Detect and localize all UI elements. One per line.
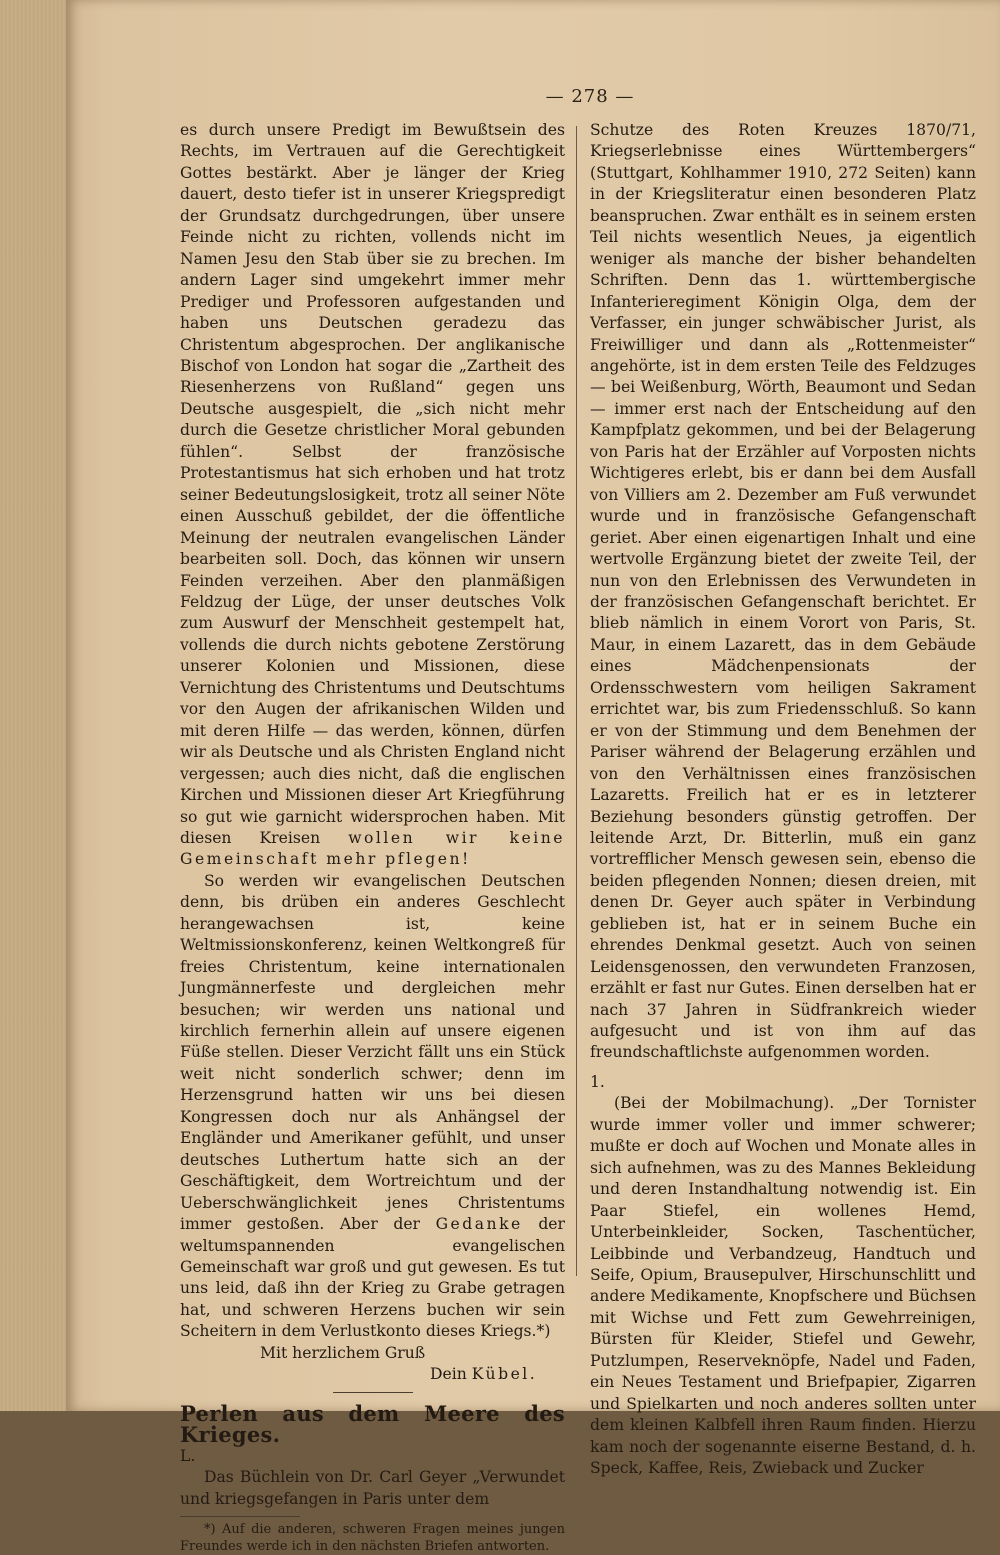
- right-column: [590, 120, 976, 1480]
- signature: Dein Kübel.: [430, 1365, 538, 1384]
- left-paragraph-3: Das Büchlein von Dr. Carl Geyer „Verwundet und kriegsgefangen in Paris unter dem: [180, 1468, 565, 1508]
- right-section-numeral: 1.: [590, 1072, 605, 1091]
- left-paragraph-1: es durch unsere Predigt im Bewußtsein des Rechts, im Vertrauen auf die Gerechtigkeit Gottes bestärkt. Aber je länger der Krieg dauert, desto tiefer ist in unserer Kriegspredigt der Grundsatz durchgedrungen, über unsere Feinde nicht zu richten, vollends nicht im Namen Jesu den Stab über sie zu brechen. Im andern Lager sind umgekehrt immer mehr Prediger und Professoren aufgestanden und haben uns Deutschen geradezu das Christentum abgesprochen. Der anglikanische Bischof von London hat sogar die „Zartheit des Riesenherzens von Rußland“ gegen uns Deutsche ausgespielt, die „sich nicht mehr durch die Gesetze christlicher Moral gebunden fühlen“. Selbst der französische Protestantismus hat sich erhoben und hat trotz seiner Bedeutungslosigkeit, trotz all seiner Nöte einen Ausschuß gebildet, der die öffentliche Meinung der neutralen evangelischen Länder bearbeiten soll. Doch, das können wir unsern Feinden verzeihen. Aber den planmäßigen Feldzug der Lüge, der unser deutsches Volk zum Auswurf der Menschheit gestempelt hat, vollends die durch nichts gebotene Zerstörung unserer Kolonien und Missionen, diese Vernichtung des Christentums und Deutschtums vor den Augen der afrikanischen Wilden und mit deren Hilfe — das werden, können, dürfen wir als Deutsche und als Christen England nicht vergessen; auch dies nicht, daß die englischen Kirchen und Missionen dieser Art Kriegführung so gut wie garnicht widersprochen haben. Mit diesen Kreisen wollen wir keine Gemeinschaft mehr pflegen!: [180, 121, 565, 869]
- page-number: — 278 —: [545, 86, 635, 107]
- section-title: Perlen aus dem Meere des Krieges.: [180, 1400, 565, 1448]
- right-paragraph-2: (Bei der Mobilmachung). „Der Tornister wurde immer voller und immer schwerer; mußte er doch auf Wochen und Monate alles in sich aufnehmen, was zu des Mannes Bekleidung und deren Instandhaltung notwendig ist. Ein Paar Stiefel, ein wollenes Hemd, Unterbeinkleider, Socken, Taschentücher, Leibbinde und Verbandzeug, Handtuch und Seife, Opium, Brausepulver, Hirschunschlitt und andere Medikamente, Knopfschere und Büchsen mit Wichse und Fett zum Gewehrreinigen, Bürsten für Kleider, Stiefel und Gewehr, Putzlumpen, Reserveknöpfe, Nadel und Faden, ein Neues Testament und Briefpapier, Zigarren und Spielkarten und noch anderes sollten unter dem kleinen Kalbfell ihren Raum finden. Hierzu kam noch der sogenannte eiserne Bestand, d. h. Speck, Kaffee, Reis, Zwieback und Zucker: [590, 1094, 976, 1478]
- footnote: *) Auf die anderen, schweren Fragen meines jungen Freundes werde ich in den nächsten Briefen antworten.: [180, 1522, 565, 1554]
- book-page-edges: [0, 0, 66, 1411]
- greeting: Mit herzlichem Gruß: [260, 1343, 426, 1362]
- letter-closing: [180, 1343, 565, 1386]
- section-numeral: L.: [180, 1446, 196, 1465]
- column-divider: [576, 126, 577, 1276]
- spaced-emphasis: wollen wir keine Gemeinschaft mehr pflegen!: [180, 828, 565, 869]
- spaced-emphasis-gedanke: Gedanke: [435, 1215, 523, 1234]
- left-paragraph-2: So werden wir evangelischen Deutschen denn, bis drüben ein anderes Geschlecht herangewachsen ist, keine Weltmissionskonferenz, keinen Weltkongreß für freies Christentum, keine internationalen Jungmännerfeste und dergleichen mehr besuchen; wir werden uns national und kirchlich fernerhin allein auf unsere eigenen Füße stellen. Dieser Verzicht fällt uns ein Stück weit nicht sonderlich schwer; denn im Herzensgrund hatten wir uns bei diesen Kongressen doch nur als Anhängsel der Engländer und Amerikaner gefühlt, und unser deutsches Luthertum hatte sich an der Geschäftigkeit, dem Wortreichtum und der Ueberschwänglichkeit jenes Christentums immer gestoßen. Aber der Gedanke der weltumspannenden evangelischen Gemeinschaft war groß und gut gewesen. Es tut uns leid, daß ihn der Krieg zu Grabe getragen hat, und schweren Herzens buchen wir sein Scheitern in dem Verlustkonto dieses Kriegs.*): [180, 871, 565, 1341]
- right-paragraph-1: Schutze des Roten Kreuzes 1870/71, Kriegserlebnisse eines Württembergers“ (Stuttgart, Kohlhammer 1910, 272 Seiten) kann in der Kriegsliteratur einen besonderen Platz beanspruchen. Zwar enthält es in seinem ersten Teil nichts wesentlich Neues, ja eigentlich weniger als manche der bisher behandelten Schriften. Denn das 1. württembergische Infanterieregiment Königin Olga, dem der Verfasser, ein junger schwäbischer Jurist, als Freiwilliger und dann als „Rottenmeister“ angehörte, ist in dem ersten Teile des Feldzuges — bei Weißenburg, Wörth, Beaumont und Sedan — immer erst nach der Entscheidung auf den Kampfplatz gekommen, und bei der Belagerung von Paris hat der Erzähler auf Vorposten nichts Wichtigeres erlebt, bis er dann bei dem Ausfall von Villiers am 2. Dezember am Fuß verwundet wurde und in französische Gefangenschaft geriet. Aber einen eigenartigen Inhalt und eine wertvolle Ergänzung bietet der zweite Teil, der nun von den Erlebnissen des Verwundeten in der französischen Gefangenschaft berichtet. Er blieb nämlich in einem Vorort von Paris, St. Maur, in einem Lazarett, das in dem Gebäude eines Mädchenpensionats der Ordensschwestern vom heiligen Sakrament errichtet war, bis zum Friedensschluß. So kann er von der Stimmung und dem Benehmen der Pariser während der Belagerung erzählen und von den Verhältnissen eines französischen Lazaretts. Freilich hat er es in letzterer Beziehung besonders günstig getroffen. Der leitende Arzt, Dr. Bitterlin, muß ein ganz vortrefflicher Mensch gewesen sein, ebenso die beiden pflegenden Nonnen; diesen dreien, mit denen Dr. Geyer auch später in Verbindung geblieben ist, hat er in seinem Buche ein ehrendes Denkmal gesetzt. Auch von seinen Leidensgenossen, den verwundeten Franzosen, erzählt er fast nur Gutes. Einen derselben hat er nach 37 Jahren in Südfrankreich wieder aufgesucht und ist von ihm auf das freundschaftlichste aufgenommen worden.: [590, 121, 976, 1062]
- section-divider: [333, 1392, 413, 1393]
- footnote-rule: [180, 1516, 300, 1517]
- left-column: [180, 120, 565, 1555]
